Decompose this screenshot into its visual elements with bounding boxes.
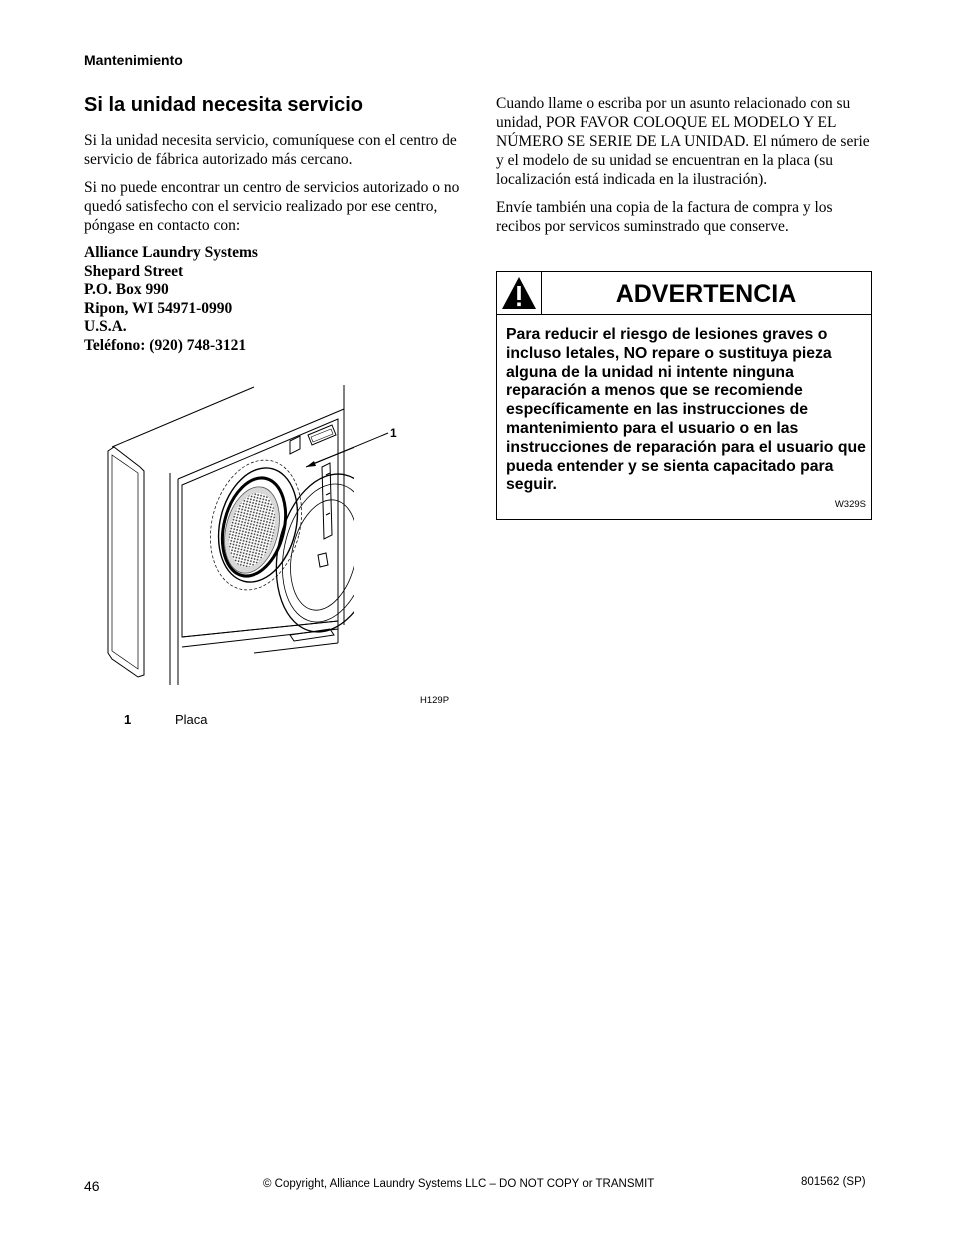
warning-title: ADVERTENCIA [615, 280, 797, 308]
legend-number: 1 [124, 712, 132, 727]
legend-label: Placa [175, 712, 208, 727]
figure-code: H129P [420, 695, 450, 706]
address-pobox: P.O. Box 990 [84, 281, 169, 299]
warning-icon-cell [497, 272, 542, 314]
address-country: U.S.A. [84, 318, 127, 336]
page-number: 46 [84, 1178, 100, 1194]
contact-paragraph-2: Envíe también una copia de la factura de compra y los recibos por servicos suminstrado que conserve. [496, 199, 833, 235]
warning-code: W329S [834, 499, 866, 510]
warning-body: Para reducir el riesgo de lesiones graves o incluso letales, NO repare o sustituya pieza alguna de la unidad ni intente ninguna reparación a menos que se recomiende específicamente en las instrucciones de mantenimiento para el usuario o en las instrucciones de reparación para el usuario que pueda entender y se sienta capacitado para seguir. [506, 326, 866, 494]
callout-number: 1 [390, 426, 397, 440]
address-city: Ripon, WI 54971-0990 [84, 299, 233, 317]
section-label: Mantenimiento [84, 52, 183, 68]
service-paragraph-1: Si la unidad necesita servicio, comuníquese con el centro de servicio de fábrica autorizado más cercano. [84, 132, 457, 168]
copyright-notice: © Copyright, Alliance Laundry Systems LLC – DO NOT COPY or TRANSMIT [263, 1178, 655, 1190]
warning-triangle-icon [497, 272, 541, 314]
service-paragraph-2: Si no puede encontrar un centro de servicios autorizado o no quedó satisfecho con el servicio realizado por ese centro, póngase en contacto con: [84, 179, 460, 234]
address-phone: Teléfono: (920) 748-3121 [84, 336, 247, 354]
warning-box [496, 271, 872, 520]
right-column [496, 94, 876, 245]
address-company: Alliance Laundry Systems [84, 244, 258, 261]
warning-header [497, 272, 871, 315]
contact-paragraph-1: Cuando llame o escriba por un asunto relacionado con su unidad, POR FAVOR COLOQUE EL MODELO Y EL NÚMERO SE SERIE DE LA UNIDAD. El número de serie y el modelo de su unidad se encuentran en la placa (su localización está indicada en la ilustración). [496, 95, 870, 188]
address-street: Shepard Street [84, 262, 184, 280]
document-number: 801562 (SP) [801, 1176, 866, 1188]
page-heading: Si la unidad necesita servicio [84, 94, 364, 116]
